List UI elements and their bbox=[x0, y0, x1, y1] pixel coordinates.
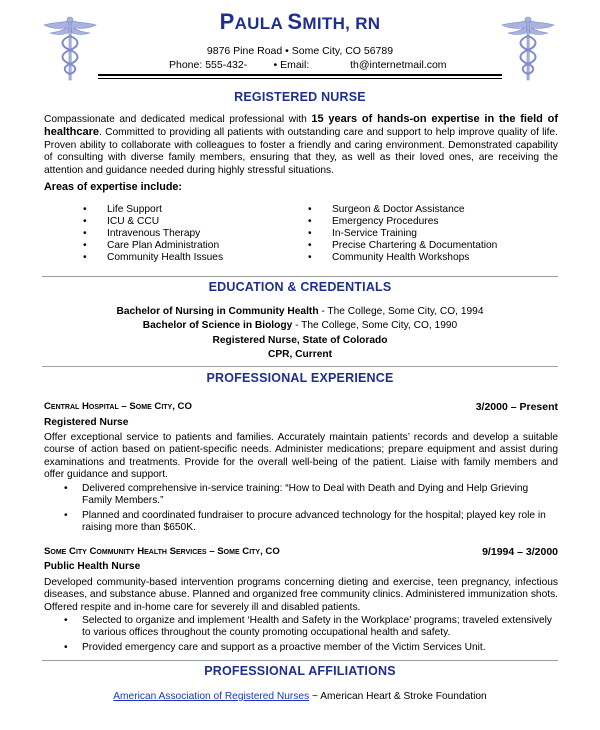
job-1-role: Registered Nurse bbox=[44, 417, 129, 428]
degree-1 bbox=[0, 306, 600, 318]
objective-title: REGISTERED NURSE bbox=[234, 90, 366, 104]
summary-text-bold: 15 years of hands-on expertise in the field of healthcare bbox=[44, 113, 558, 139]
job-1-bullet-1: • Delivered comprehensive in-service training: “How to Deal with Death and Dying and Help Grieving Family Members.” bbox=[82, 483, 558, 508]
section-divider bbox=[42, 660, 558, 661]
job-2-employer: Some City Community Health Services – Some City, CO bbox=[44, 546, 280, 557]
list-item: • In-Service Training bbox=[332, 228, 497, 240]
affiliation-other: American Heart & Stroke Foundation bbox=[320, 691, 487, 702]
experience-title: PROFESSIONAL EXPERIENCE bbox=[206, 371, 394, 385]
job-2-bullet-2: • Provided emergency care and support as a proactive member of the Victim Services Unit. bbox=[82, 642, 558, 654]
affiliations-line bbox=[0, 691, 600, 703]
list-item: • Emergency Procedures bbox=[332, 216, 497, 228]
list-item: • ICU & CCU bbox=[107, 216, 223, 228]
degree-1-detail: - The College, Some City, CO, 1994 bbox=[318, 306, 484, 317]
degree-1-name: Bachelor of Nursing in Community Health bbox=[116, 306, 319, 317]
address-line: 9876 Pine Road • Some City, CO 56789 bbox=[206, 45, 394, 57]
list-item: • Care Plan Administration bbox=[107, 240, 223, 252]
expertise-label: Areas of expertise include: bbox=[44, 181, 183, 193]
summary-text-pre: Compassionate and dedicated medical professional with bbox=[44, 114, 312, 125]
affiliation-separator: ~ bbox=[309, 691, 321, 702]
job-1-summary: Offer exceptional service to patients and families. Accurately maintain patients’ records and develop a suitable course of action based on patient-specific needs. Administer medications; prepare equipment and assist during examinations and treatments. Provide for the overall well-being of the patient. Liaise with family members and offer guidance and support. bbox=[44, 432, 558, 481]
job-2-header bbox=[44, 546, 558, 558]
header-rule-thin bbox=[98, 78, 502, 79]
job-1-dates: 3/2000 – Present bbox=[475, 401, 558, 413]
job-2-role: Public Health Nurse bbox=[44, 561, 141, 572]
degree-2 bbox=[0, 320, 600, 332]
job-2-bullet-1: • Selected to organize and implement ‘Health and Safety in the Workplace’ programs; traveled extensively to various offices throughout the county promoting occupational health and safety. bbox=[82, 615, 558, 640]
list-item: • Surgeon & Doctor Assistance bbox=[332, 204, 497, 216]
section-divider bbox=[42, 276, 558, 277]
certification: CPR, Current bbox=[268, 349, 332, 360]
name-initial-first: P bbox=[219, 9, 235, 34]
candidate-name bbox=[0, 9, 600, 34]
summary-text-post: . Committed to providing all patients with outstanding care and support to help improve quality of life. Proven ability to collaborate with colleagues to foster a friendly and caring environment. Demonstrated capability of consulting with diverse family members, ensuring that they, as well as their loved ones, are receiving the attention and guidance needed during highly stressful situations. bbox=[44, 127, 558, 176]
summary-paragraph bbox=[44, 113, 558, 177]
header-rule-thick bbox=[98, 74, 502, 76]
job-1-employer: Central Hospital – Some City, CO bbox=[44, 401, 192, 412]
job-2-dates: 9/1994 – 3/2000 bbox=[482, 546, 558, 558]
name-credential: , RN bbox=[345, 14, 381, 33]
job-1-bullet-2: • Planned and coordinated fundraiser to procure advanced technology for the hospital; played key role in raising more than $650K. bbox=[82, 510, 558, 535]
list-item: • Community Health Issues bbox=[107, 252, 223, 264]
contact-line: Phone: 555-432- • Email: th@internetmail.com bbox=[169, 59, 447, 71]
section-divider bbox=[42, 366, 558, 367]
name-last-rest: MITH bbox=[302, 14, 346, 33]
name-initial-last: S bbox=[287, 9, 303, 34]
job-2-summary: Developed community-based intervention programs concerning dieting and exercise, teen pregnancy, infectious diseases, and substance abuse. Planned and organized free community clinics. Administered immunization shots. Offered respite and in-home care for severely ill and disabled patients. bbox=[44, 577, 558, 613]
license: Registered Nurse, State of Colorado bbox=[212, 335, 388, 346]
expertise-list-left bbox=[107, 204, 223, 264]
aarn-link[interactable]: American Association of Registered Nurses bbox=[113, 691, 310, 702]
expertise-list-right bbox=[332, 204, 497, 264]
list-item: • Precise Chartering & Documentation bbox=[332, 240, 497, 252]
list-item: • Intravenous Therapy bbox=[107, 228, 223, 240]
degree-2-detail: - The College, Some City, CO, 1990 bbox=[292, 320, 458, 331]
affiliations-title: PROFESSIONAL AFFILIATIONS bbox=[204, 664, 396, 678]
degree-2-name: Bachelor of Science in Biology bbox=[142, 320, 293, 331]
name-first-rest: AULA bbox=[234, 14, 288, 33]
list-item: • Life Support bbox=[107, 204, 223, 216]
list-item: • Community Health Workshops bbox=[332, 252, 497, 264]
education-title: EDUCATION & CREDENTIALS bbox=[208, 280, 392, 294]
job-1-header bbox=[44, 401, 558, 413]
